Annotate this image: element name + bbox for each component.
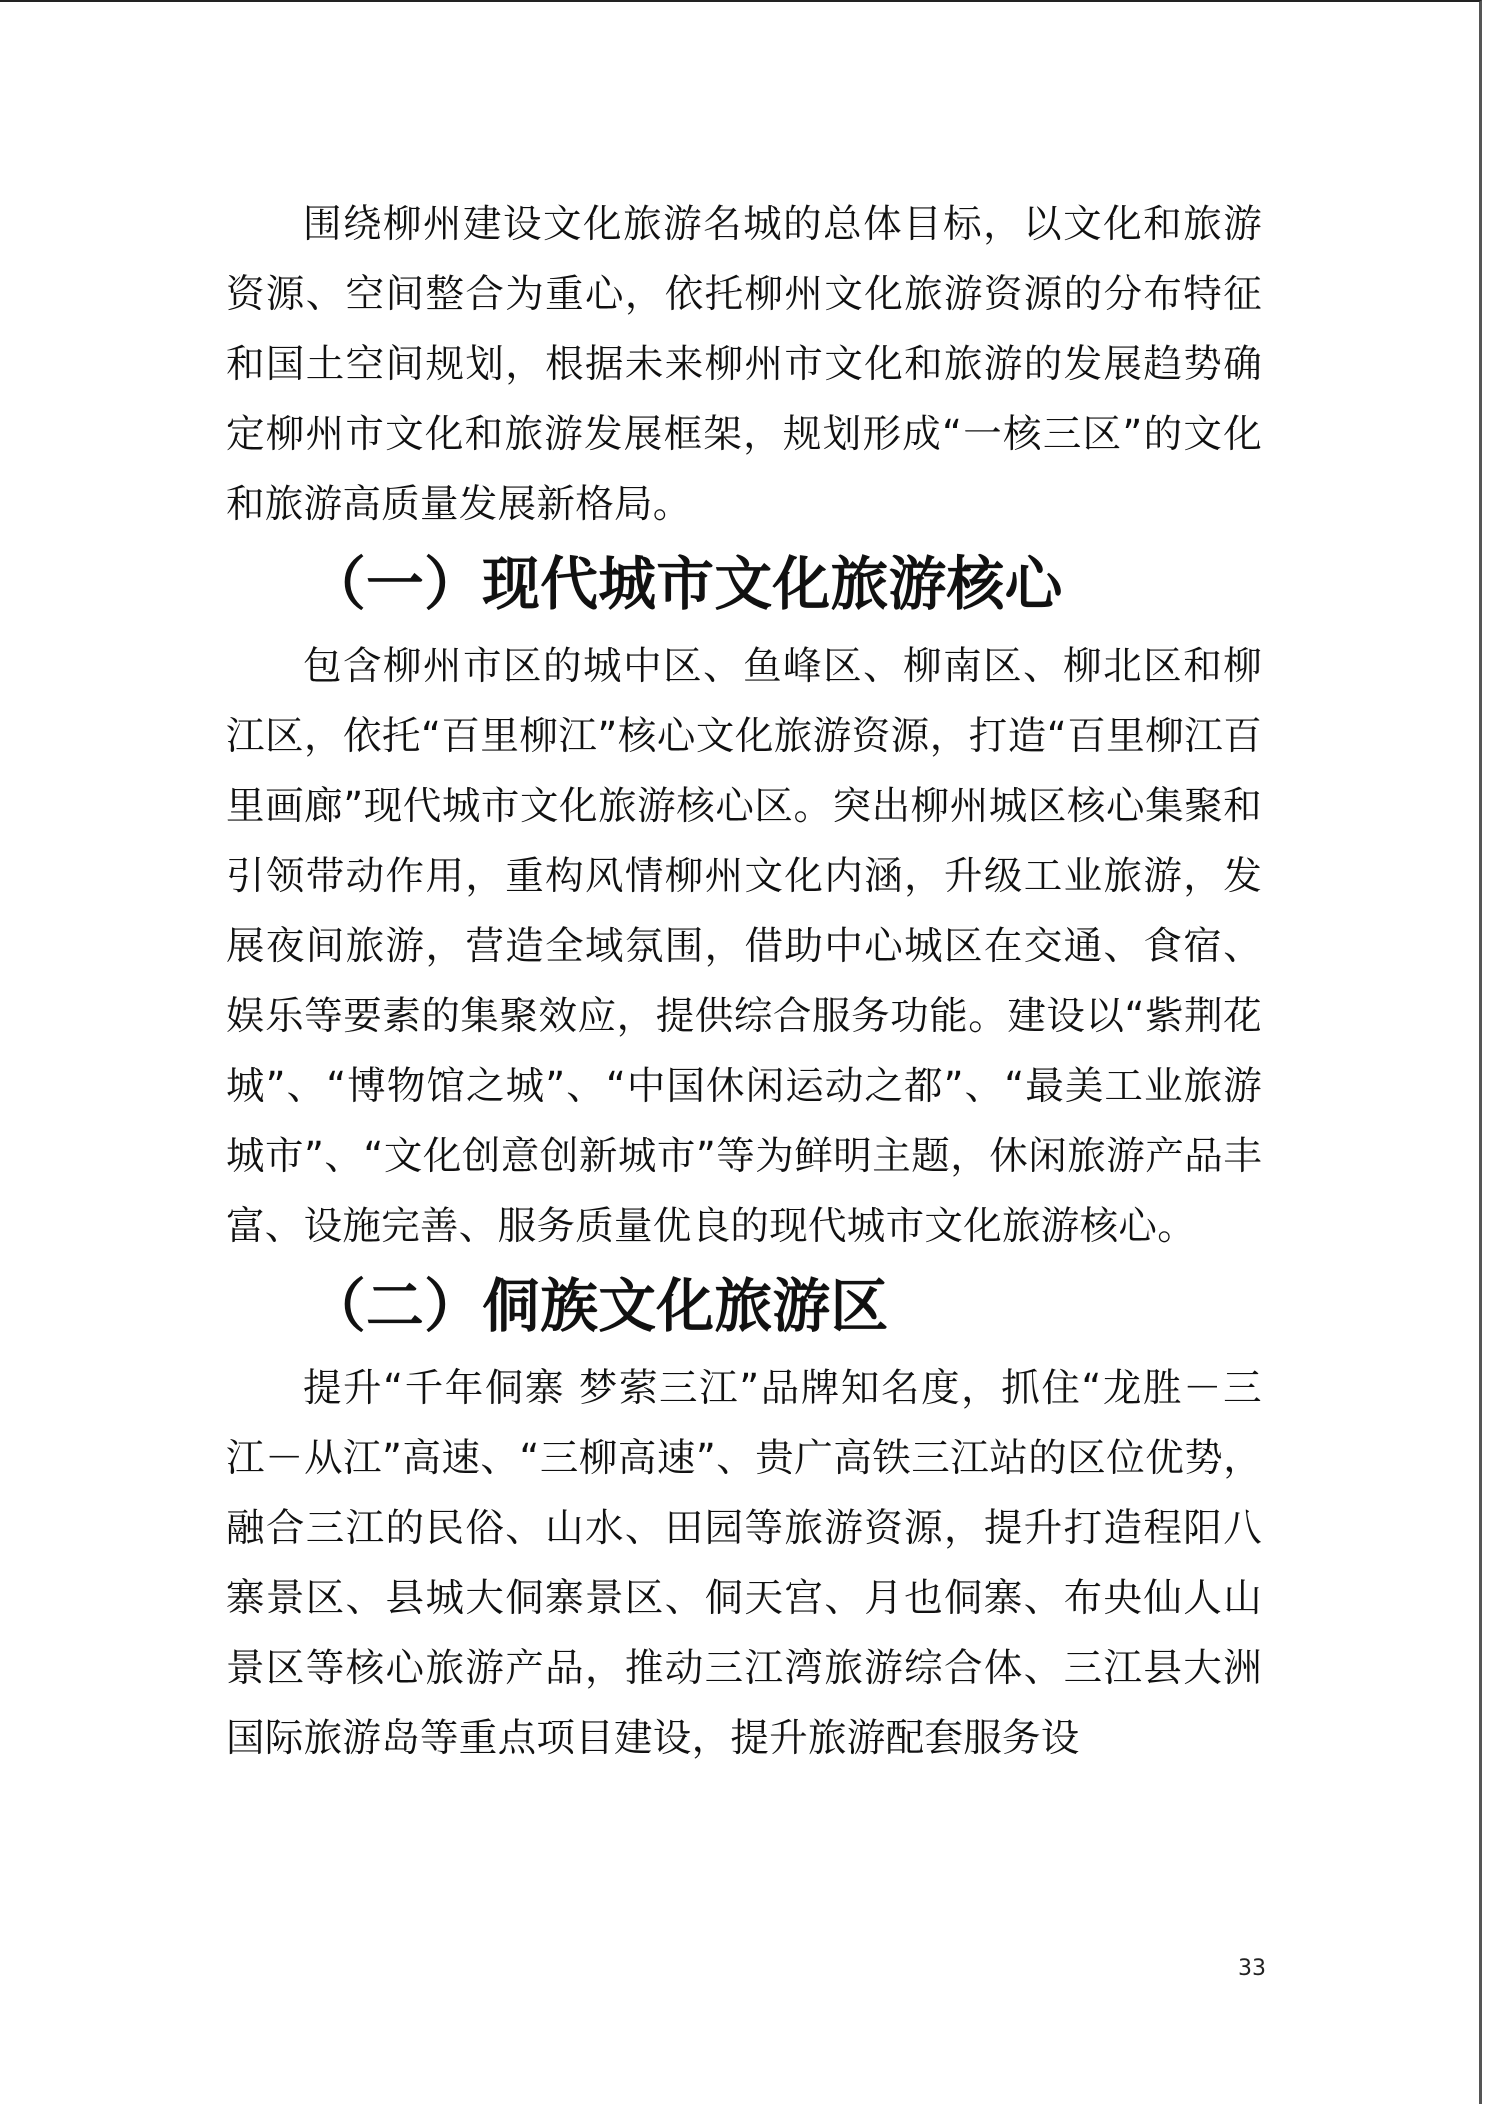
- page-number: 33: [1238, 1956, 1266, 1981]
- page-content: [226, 190, 1262, 1774]
- section-heading-2: （二）侗族文化旅游区: [308, 1272, 889, 1340]
- paragraph-dong-region: 提升“千年侗寨 梦萦三江”品牌知名度，抓住“龙胜－三江－从江”高速、“三柳高速”、贵广高铁三江站的区位优势，融合三江的民俗、山水、田园等旅游资源，提升打造程阳八寨景区、县城大侗寨景区、侗天宫、月也侗寨、布央仙人山景区等核心旅游产品，推动三江湾旅游综合体、三江县大洲国际旅游岛等重点项目建设，提升旅游配套服务设: [226, 1366, 1262, 1761]
- section-heading-1: （一）现代城市文化旅游核心: [308, 550, 1063, 618]
- paragraph-urban-core: 包含柳州市区的城中区、鱼峰区、柳南区、柳北区和柳江区，依托“百里柳江”核心文化旅游资源，打造“百里柳江百里画廊”现代城市文化旅游核心区。突出柳州城区核心集聚和引领带动作用，重构风情柳州文化内涵，升级工业旅游，发展夜间旅游，营造全域氛围，借助中心城区在交通、食宿、娱乐等要素的集聚效应，提供综合服务功能。建设以“紫荆花城”、“博物馆之城”、“中国休闲运动之都”、“最美工业旅游城市”、“文化创意创新城市”等为鲜明主题，休闲旅游产品丰富、设施完善、服务质量优良的现代城市文化旅游核心。: [226, 644, 1262, 1249]
- paragraph-intro: 围绕柳州建设文化旅游名城的总体目标，以文化和旅游资源、空间整合为重心，依托柳州文化旅游资源的分布特征和国土空间规划，根据未来柳州市文化和旅游的发展趋势确定柳州市文化和旅游发展框架，规划形成“一核三区”的文化和旅游高质量发展新格局。: [226, 202, 1262, 527]
